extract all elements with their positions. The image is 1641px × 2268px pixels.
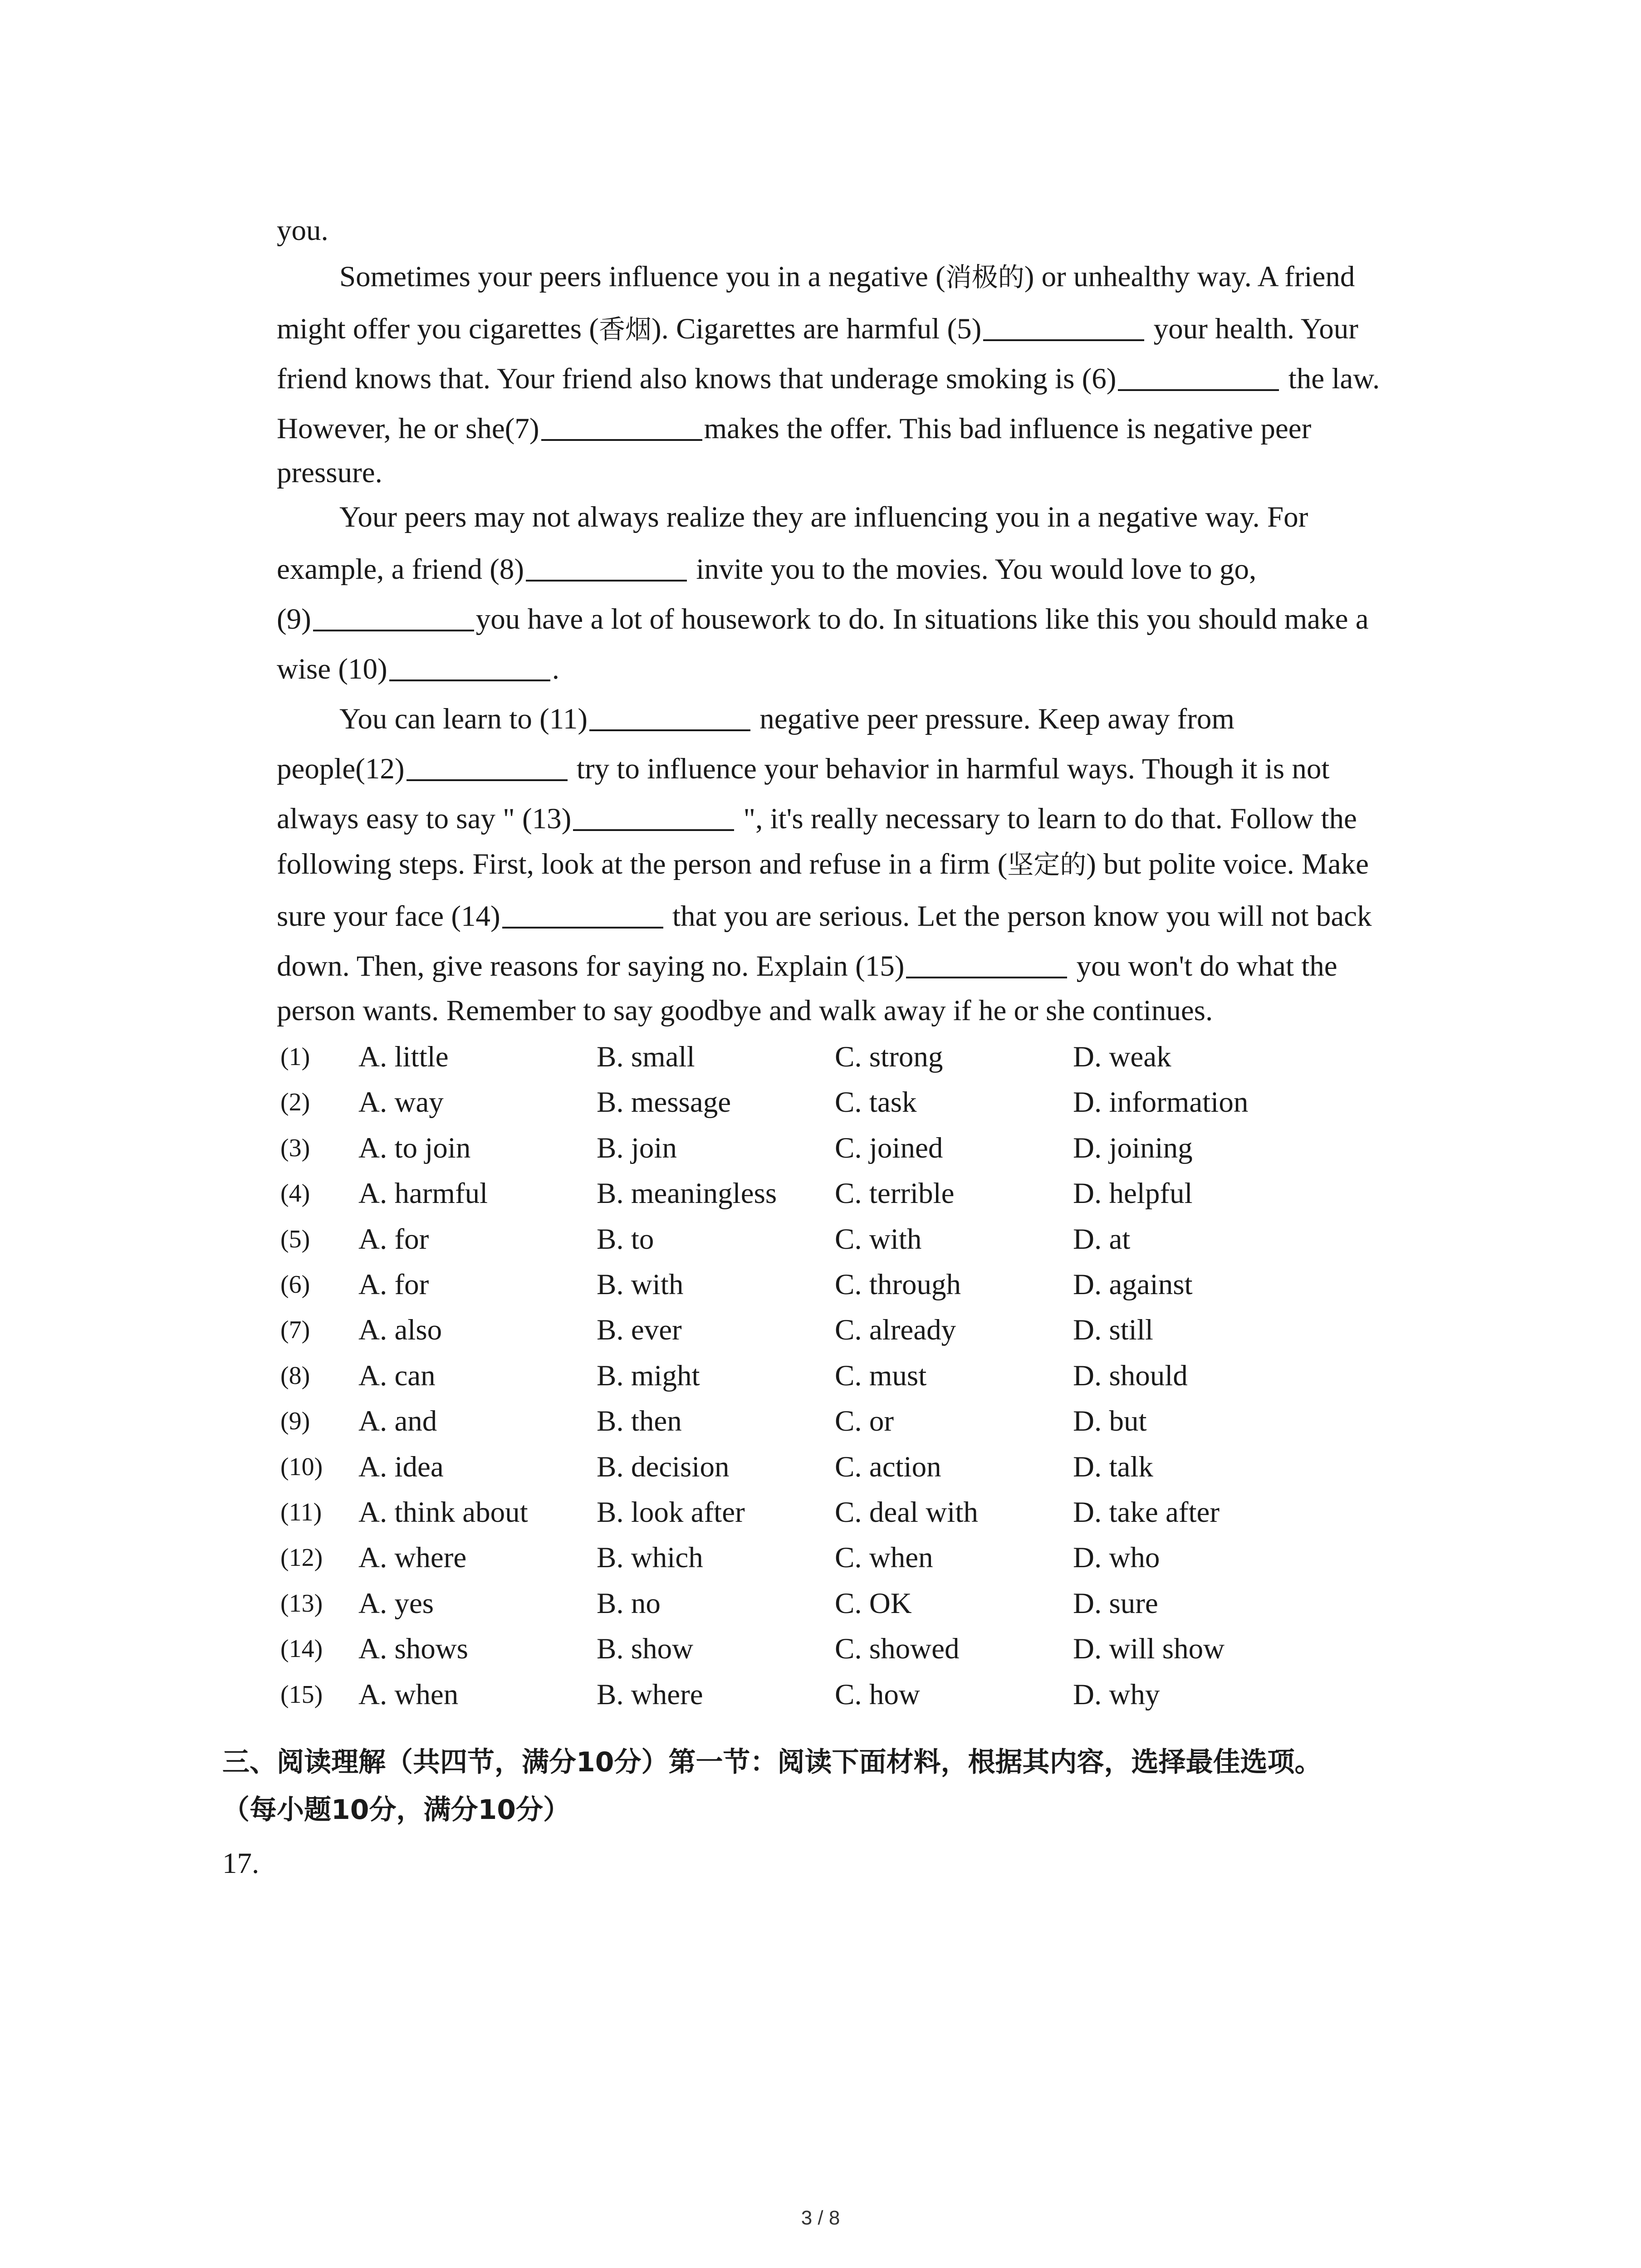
option-b: B. with: [597, 1268, 684, 1301]
question-number: (8): [280, 1361, 310, 1390]
section-heading-note: （每小题10分，满分10分）: [222, 1794, 570, 1826]
answer-blank-9: [313, 601, 474, 631]
option-b: B. where: [597, 1678, 703, 1711]
question-number: (13): [280, 1589, 323, 1618]
option-c: C. task: [835, 1086, 917, 1119]
answer-blank-11: [589, 701, 750, 731]
option-d: D. who: [1073, 1541, 1160, 1574]
option-c: C. strong: [835, 1041, 943, 1073]
passage-line: example, a friend (8) invite you to the movies. You would love to go,: [277, 549, 1438, 587]
passage-line: down. Then, give reasons for saying no. Explain (15) you won't do what the: [277, 946, 1438, 984]
option-d: D. helpful: [1073, 1177, 1193, 1210]
option-b: B. which: [597, 1541, 703, 1574]
question-number: (10): [280, 1452, 323, 1481]
option-a: A. think about: [358, 1496, 528, 1529]
option-b: B. show: [597, 1633, 694, 1666]
option-b: B. join: [597, 1131, 677, 1164]
option-c: C. through: [835, 1268, 961, 1301]
option-c: C. action: [835, 1450, 941, 1483]
question-number: (5): [280, 1225, 310, 1253]
question-number: (14): [280, 1635, 323, 1663]
option-d: D. sure: [1073, 1587, 1158, 1620]
option-b: B. no: [597, 1587, 661, 1620]
answer-blank-6: [1118, 361, 1279, 391]
question-number: (9): [280, 1407, 310, 1436]
option-c: C. with: [835, 1222, 922, 1256]
passage-line: you.: [277, 214, 328, 247]
passage-line: However, he or she(7) makes the offer. This bad influence is negative peer: [277, 408, 1438, 447]
option-b: B. meaningless: [597, 1177, 777, 1210]
option-a: A. harmful: [358, 1177, 488, 1210]
passage-line: following steps. First, look at the person and refuse in a firm (坚定的) but polite voice. Make: [277, 848, 1369, 880]
option-a: A. for: [358, 1222, 429, 1256]
option-d: D. information: [1073, 1086, 1249, 1119]
option-a: A. and: [358, 1405, 437, 1438]
answer-blank-13: [573, 801, 734, 831]
option-b: B. small: [597, 1041, 695, 1073]
answer-blank-14: [502, 899, 663, 929]
option-a: A. shows: [358, 1633, 468, 1666]
option-c: C. showed: [835, 1633, 960, 1666]
option-a: A. also: [358, 1314, 442, 1347]
answer-blank-5: [983, 311, 1144, 341]
option-a: A. way: [358, 1086, 444, 1119]
question-number: (3): [280, 1134, 310, 1162]
passage-line: wise (10) .: [277, 649, 1438, 687]
option-b: B. might: [597, 1359, 700, 1392]
passage-line: You can learn to (11) negative peer pressure. Keep away from: [339, 699, 1501, 737]
passage-line: people(12) try to influence your behavior in harmful ways. Though it is not: [277, 748, 1438, 787]
question-number: (2): [280, 1088, 310, 1117]
option-d: D. joining: [1073, 1131, 1193, 1164]
option-c: C. how: [835, 1678, 920, 1711]
answer-blank-8: [526, 552, 687, 582]
option-c: C. already: [835, 1314, 956, 1347]
option-a: A. little: [358, 1041, 449, 1073]
passage-line: always easy to say " (13) ", it's really necessary to learn to do that. Follow the: [277, 798, 1438, 837]
option-a: A. for: [358, 1268, 429, 1301]
answer-blank-7: [541, 411, 702, 441]
option-b: B. then: [597, 1405, 682, 1438]
option-d: D. weak: [1073, 1041, 1171, 1073]
option-b: B. ever: [597, 1314, 682, 1347]
passage-line: (9) you have a lot of housework to do. In situations like this you should make a: [277, 599, 1438, 637]
answer-blank-10: [389, 651, 550, 681]
section-heading: 三、阅读理解（共四节，满分10分）第一节：阅读下面材料，根据其内容，选择最佳选项。: [222, 1746, 1322, 1778]
option-a: A. idea: [358, 1450, 444, 1483]
option-d: D. still: [1073, 1314, 1153, 1347]
question-number: (15): [280, 1680, 323, 1709]
option-c: C. deal with: [835, 1496, 978, 1529]
passage-line: friend knows that. Your friend also knows that underage smoking is (6) the law.: [277, 358, 1438, 397]
option-c: C. terrible: [835, 1177, 955, 1210]
option-c: C. must: [835, 1359, 927, 1392]
option-b: B. message: [597, 1086, 731, 1119]
option-c: C. or: [835, 1405, 894, 1438]
option-d: D. will show: [1073, 1633, 1225, 1666]
passage-line: person wants. Remember to say goodbye and walk away if he or she continues.: [277, 994, 1213, 1027]
question-number: (7): [280, 1316, 310, 1344]
option-a: A. to join: [358, 1131, 471, 1164]
question-number: (4): [280, 1179, 310, 1208]
answer-blank-12: [407, 751, 568, 781]
passage-line: Your peers may not always realize they are influencing you in a negative way. For: [339, 501, 1308, 533]
option-c: C. when: [835, 1541, 933, 1574]
option-a: A. when: [358, 1678, 459, 1711]
option-d: D. talk: [1073, 1450, 1153, 1483]
option-b: B. decision: [597, 1450, 730, 1483]
passage-line: pressure.: [277, 456, 382, 489]
option-c: C. joined: [835, 1131, 943, 1164]
option-d: D. against: [1073, 1268, 1193, 1301]
option-d: D. at: [1073, 1222, 1131, 1256]
option-d: D. why: [1073, 1678, 1160, 1711]
option-a: A. where: [358, 1541, 467, 1574]
option-c: C. OK: [835, 1587, 912, 1620]
passage-line: might offer you cigarettes (香烟). Cigarettes are harmful (5) your health. Your: [277, 308, 1438, 347]
passage-line: Sometimes your peers influence you in a negative (消极的) or unhealthy way. A friend: [339, 260, 1355, 293]
option-b: B. to: [597, 1222, 654, 1256]
passage-line: sure your face (14) that you are serious. Let the person know you will not back: [277, 896, 1438, 934]
answer-blank-15: [906, 948, 1067, 978]
option-a: A. can: [358, 1359, 436, 1392]
page-number: 3 / 8: [801, 2207, 840, 2229]
option-a: A. yes: [358, 1587, 434, 1620]
question-number: (12): [280, 1544, 323, 1572]
option-b: B. look after: [597, 1496, 745, 1529]
option-d: D. but: [1073, 1405, 1147, 1438]
option-d: D. take after: [1073, 1496, 1220, 1529]
option-d: D. should: [1073, 1359, 1188, 1392]
question-number: 17.: [222, 1847, 260, 1880]
question-number: (11): [280, 1498, 322, 1526]
question-number: (6): [280, 1271, 310, 1299]
question-number: (1): [280, 1043, 310, 1071]
